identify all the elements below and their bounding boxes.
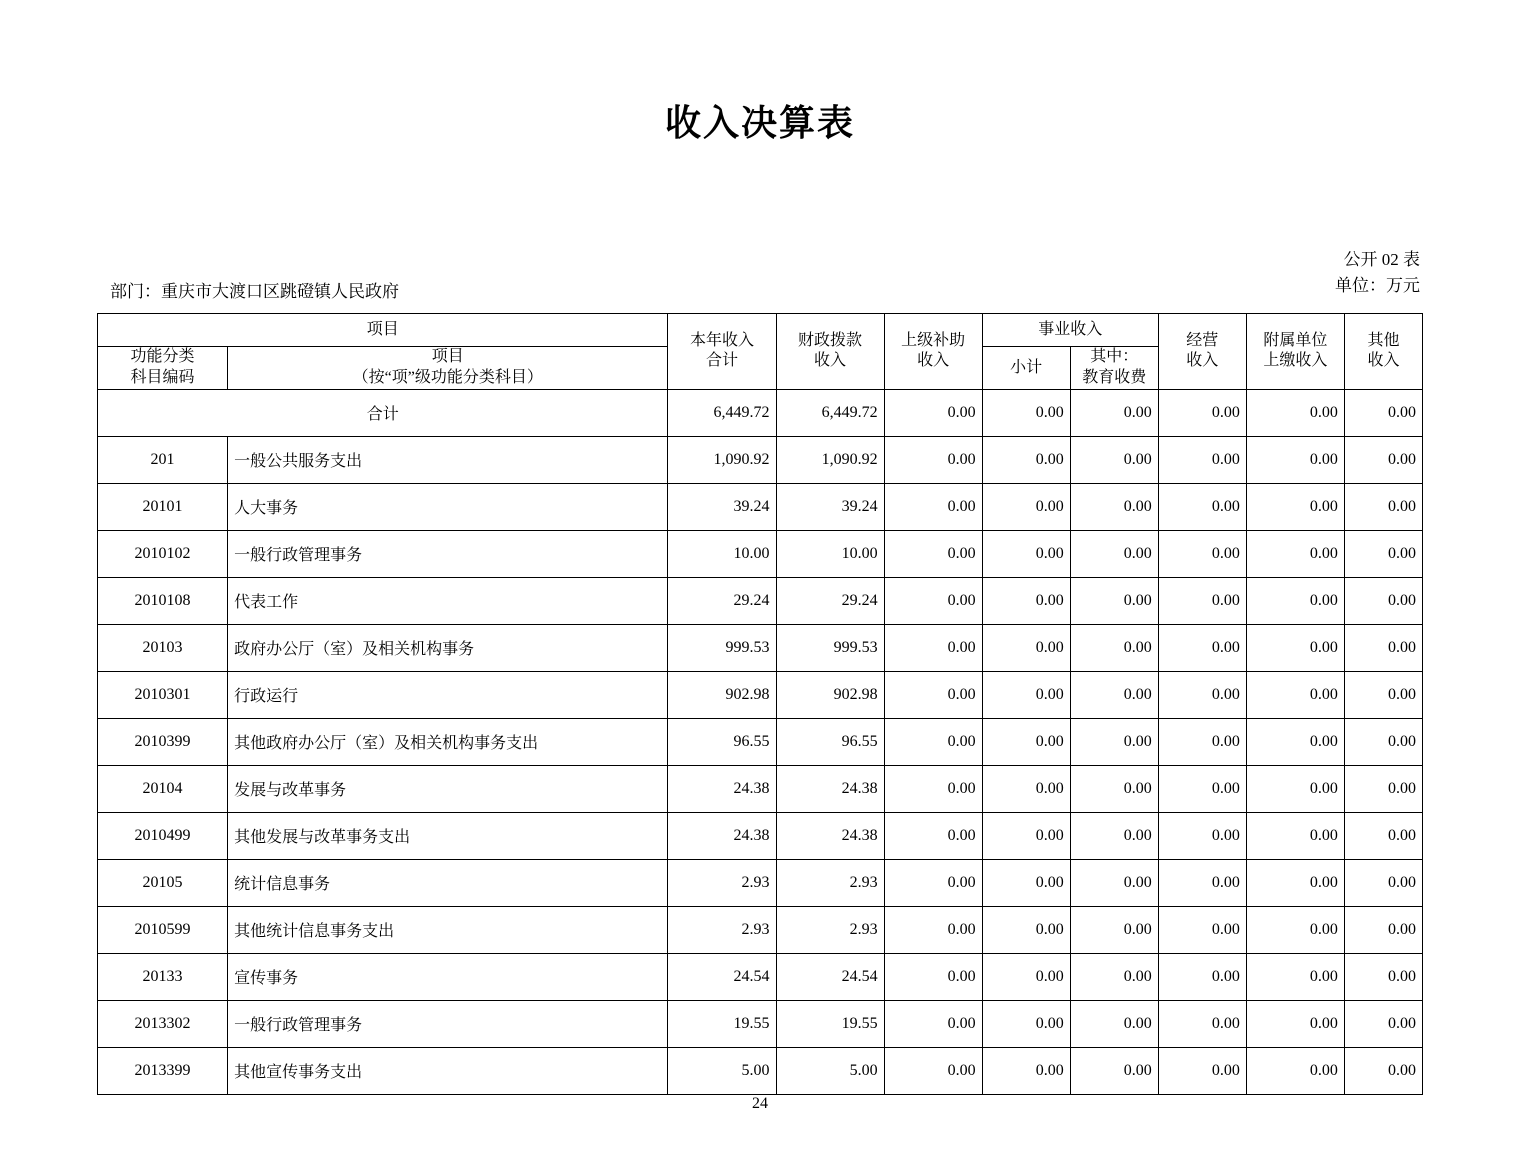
row-value-8: 0.00: [1344, 436, 1422, 483]
header-affiliate-income: 附属单位 上缴收入: [1246, 314, 1344, 390]
table-row: [98, 530, 1423, 577]
form-number: 公开 02 表: [1343, 250, 1420, 269]
row-project-name: 政府办公厅（室）及相关机构事务: [228, 624, 668, 671]
row-value-5: 0.00: [1070, 1000, 1158, 1047]
row-value-6: 0.00: [1158, 1047, 1246, 1094]
row-value-8: 0.00: [1344, 671, 1422, 718]
row-value-8: 0.00: [1344, 530, 1422, 577]
table-row: [98, 389, 1423, 436]
row-value-2: 5.00: [776, 1047, 884, 1094]
row-value-5: 0.00: [1070, 718, 1158, 765]
row-project-name: 行政运行: [228, 671, 668, 718]
row-value-3: 0.00: [884, 436, 982, 483]
header-superior-subsidy: 上级补助 收入: [884, 314, 982, 390]
row-project-name: 宣传事务: [228, 953, 668, 1000]
header-other-income: 其他 收入: [1344, 314, 1422, 390]
row-function-code: 201: [98, 436, 228, 483]
row-value-7: 0.00: [1246, 906, 1344, 953]
row-value-1: 6,449.72: [668, 389, 776, 436]
row-value-2: 902.98: [776, 671, 884, 718]
income-final-account-table: [97, 313, 1423, 1095]
row-value-6: 0.00: [1158, 953, 1246, 1000]
table-row: [98, 624, 1423, 671]
table-row: [98, 953, 1423, 1000]
row-value-3: 0.00: [884, 1047, 982, 1094]
row-value-2: 24.38: [776, 812, 884, 859]
row-value-7: 0.00: [1246, 671, 1344, 718]
header-function-code: 功能分类 科目编码: [98, 347, 228, 390]
row-value-1: 2.93: [668, 859, 776, 906]
row-project-name: 一般行政管理事务: [228, 530, 668, 577]
row-value-1: 24.38: [668, 765, 776, 812]
row-value-5: 0.00: [1070, 389, 1158, 436]
table-row: [98, 859, 1423, 906]
header-total-income: 本年收入 合计: [668, 314, 776, 390]
row-value-6: 0.00: [1158, 718, 1246, 765]
row-value-3: 0.00: [884, 389, 982, 436]
row-value-8: 0.00: [1344, 718, 1422, 765]
row-value-1: 24.38: [668, 812, 776, 859]
row-total-label: 合计: [98, 389, 668, 436]
row-value-4: 0.00: [982, 1000, 1070, 1047]
row-value-3: 0.00: [884, 718, 982, 765]
table-body: [98, 389, 1423, 1094]
row-value-6: 0.00: [1158, 624, 1246, 671]
table-row: [98, 906, 1423, 953]
row-function-code: 2010301: [98, 671, 228, 718]
row-value-3: 0.00: [884, 483, 982, 530]
row-value-3: 0.00: [884, 906, 982, 953]
row-value-7: 0.00: [1246, 859, 1344, 906]
row-value-5: 0.00: [1070, 671, 1158, 718]
row-value-8: 0.00: [1344, 765, 1422, 812]
row-value-7: 0.00: [1246, 1000, 1344, 1047]
row-value-8: 0.00: [1344, 577, 1422, 624]
row-value-5: 0.00: [1070, 624, 1158, 671]
row-function-code: 20103: [98, 624, 228, 671]
row-value-2: 96.55: [776, 718, 884, 765]
row-project-name: 发展与改革事务: [228, 765, 668, 812]
row-value-1: 999.53: [668, 624, 776, 671]
row-value-8: 0.00: [1344, 953, 1422, 1000]
row-value-1: 2.93: [668, 906, 776, 953]
row-value-6: 0.00: [1158, 859, 1246, 906]
row-function-code: 20101: [98, 483, 228, 530]
row-value-8: 0.00: [1344, 483, 1422, 530]
row-value-5: 0.00: [1070, 1047, 1158, 1094]
row-function-code: 2013399: [98, 1047, 228, 1094]
header-business-income-group: 事业收入: [982, 314, 1158, 347]
row-function-code: 2010499: [98, 812, 228, 859]
department-label: 部门：重庆市大渡口区跳磴镇人民政府: [110, 282, 399, 301]
row-value-1: 24.54: [668, 953, 776, 1000]
row-function-code: 2010108: [98, 577, 228, 624]
row-project-name: 其他发展与改革事务支出: [228, 812, 668, 859]
row-value-5: 0.00: [1070, 765, 1158, 812]
row-value-2: 24.54: [776, 953, 884, 1000]
row-value-2: 1,090.92: [776, 436, 884, 483]
row-function-code: 20133: [98, 953, 228, 1000]
row-value-6: 0.00: [1158, 530, 1246, 577]
table-row: [98, 671, 1423, 718]
row-value-2: 10.00: [776, 530, 884, 577]
row-value-5: 0.00: [1070, 483, 1158, 530]
row-function-code: 2010399: [98, 718, 228, 765]
table-head: [98, 314, 1423, 390]
row-value-8: 0.00: [1344, 1047, 1422, 1094]
header-business-subtotal: 小计: [982, 347, 1070, 390]
row-value-7: 0.00: [1246, 436, 1344, 483]
row-value-8: 0.00: [1344, 1000, 1422, 1047]
row-value-3: 0.00: [884, 953, 982, 1000]
row-value-4: 0.00: [982, 859, 1070, 906]
row-value-8: 0.00: [1344, 389, 1422, 436]
row-value-4: 0.00: [982, 765, 1070, 812]
row-value-7: 0.00: [1246, 953, 1344, 1000]
row-value-6: 0.00: [1158, 671, 1246, 718]
row-value-4: 0.00: [982, 1047, 1070, 1094]
row-value-4: 0.00: [982, 812, 1070, 859]
row-value-4: 0.00: [982, 906, 1070, 953]
row-value-8: 0.00: [1344, 859, 1422, 906]
row-value-5: 0.00: [1070, 953, 1158, 1000]
row-value-2: 39.24: [776, 483, 884, 530]
row-value-1: 39.24: [668, 483, 776, 530]
row-value-1: 10.00: [668, 530, 776, 577]
row-value-7: 0.00: [1246, 389, 1344, 436]
row-value-3: 0.00: [884, 530, 982, 577]
row-value-4: 0.00: [982, 671, 1070, 718]
row-value-1: 19.55: [668, 1000, 776, 1047]
row-function-code: 20104: [98, 765, 228, 812]
row-value-5: 0.00: [1070, 577, 1158, 624]
row-value-7: 0.00: [1246, 1047, 1344, 1094]
row-function-code: 2010599: [98, 906, 228, 953]
table-row: [98, 718, 1423, 765]
header-project-name: 项目 （按“项”级功能分类科目）: [228, 347, 668, 390]
row-function-code: 2010102: [98, 530, 228, 577]
row-value-1: 5.00: [668, 1047, 776, 1094]
row-value-7: 0.00: [1246, 530, 1344, 577]
row-value-5: 0.00: [1070, 812, 1158, 859]
table-row: [98, 765, 1423, 812]
row-project-name: 其他统计信息事务支出: [228, 906, 668, 953]
row-value-8: 0.00: [1344, 812, 1422, 859]
row-value-4: 0.00: [982, 718, 1070, 765]
header-project-group: 项目: [98, 314, 668, 347]
row-value-6: 0.00: [1158, 1000, 1246, 1047]
row-value-4: 0.00: [982, 389, 1070, 436]
table-row: [98, 577, 1423, 624]
row-value-2: 6,449.72: [776, 389, 884, 436]
row-value-2: 24.38: [776, 765, 884, 812]
row-value-1: 1,090.92: [668, 436, 776, 483]
row-project-name: 一般公共服务支出: [228, 436, 668, 483]
row-project-name: 一般行政管理事务: [228, 1000, 668, 1047]
row-value-2: 999.53: [776, 624, 884, 671]
row-value-2: 2.93: [776, 859, 884, 906]
row-value-7: 0.00: [1246, 624, 1344, 671]
table-row: [98, 1047, 1423, 1094]
row-value-2: 29.24: [776, 577, 884, 624]
row-value-5: 0.00: [1070, 859, 1158, 906]
page-title: 收入决算表: [664, 102, 855, 144]
row-value-7: 0.00: [1246, 765, 1344, 812]
row-value-6: 0.00: [1158, 389, 1246, 436]
table-row: [98, 1000, 1423, 1047]
row-function-code: 2013302: [98, 1000, 228, 1047]
document-page: [0, 95, 1520, 1170]
row-value-6: 0.00: [1158, 577, 1246, 624]
header-fiscal-appropriation: 财政拨款 收入: [776, 314, 884, 390]
row-value-6: 0.00: [1158, 436, 1246, 483]
row-value-7: 0.00: [1246, 577, 1344, 624]
row-value-7: 0.00: [1246, 483, 1344, 530]
row-value-5: 0.00: [1070, 530, 1158, 577]
row-value-8: 0.00: [1344, 624, 1422, 671]
row-value-6: 0.00: [1158, 483, 1246, 530]
form-unit: 单位：万元: [1335, 275, 1420, 295]
row-value-7: 0.00: [1246, 812, 1344, 859]
row-value-6: 0.00: [1158, 812, 1246, 859]
table-row: [98, 812, 1423, 859]
row-value-4: 0.00: [982, 530, 1070, 577]
row-value-4: 0.00: [982, 577, 1070, 624]
row-value-3: 0.00: [884, 624, 982, 671]
row-value-3: 0.00: [884, 577, 982, 624]
row-value-3: 0.00: [884, 765, 982, 812]
row-value-6: 0.00: [1158, 906, 1246, 953]
table-row: [98, 436, 1423, 483]
row-value-2: 2.93: [776, 906, 884, 953]
row-value-3: 0.00: [884, 812, 982, 859]
row-value-3: 0.00: [884, 859, 982, 906]
table-row: [98, 483, 1423, 530]
row-value-4: 0.00: [982, 953, 1070, 1000]
row-project-name: 统计信息事务: [228, 859, 668, 906]
row-value-2: 19.55: [776, 1000, 884, 1047]
row-value-5: 0.00: [1070, 906, 1158, 953]
row-value-3: 0.00: [884, 671, 982, 718]
form-meta: [1335, 247, 1420, 298]
row-value-1: 96.55: [668, 718, 776, 765]
row-value-1: 29.24: [668, 577, 776, 624]
row-value-4: 0.00: [982, 483, 1070, 530]
header-business-education-fee: 其中： 教育收费: [1070, 347, 1158, 390]
row-project-name: 其他政府办公厅（室）及相关机构事务支出: [228, 718, 668, 765]
row-project-name: 人大事务: [228, 483, 668, 530]
row-value-8: 0.00: [1344, 906, 1422, 953]
row-value-5: 0.00: [1070, 436, 1158, 483]
row-value-3: 0.00: [884, 1000, 982, 1047]
row-function-code: 20105: [98, 859, 228, 906]
row-project-name: 其他宣传事务支出: [228, 1047, 668, 1094]
row-value-4: 0.00: [982, 624, 1070, 671]
row-value-6: 0.00: [1158, 765, 1246, 812]
row-project-name: 代表工作: [228, 577, 668, 624]
row-value-7: 0.00: [1246, 718, 1344, 765]
page-number: 24: [752, 1095, 768, 1112]
header-operating-income: 经营 收入: [1158, 314, 1246, 390]
row-value-4: 0.00: [982, 436, 1070, 483]
table-header-row-1: [98, 314, 1423, 347]
row-value-1: 902.98: [668, 671, 776, 718]
